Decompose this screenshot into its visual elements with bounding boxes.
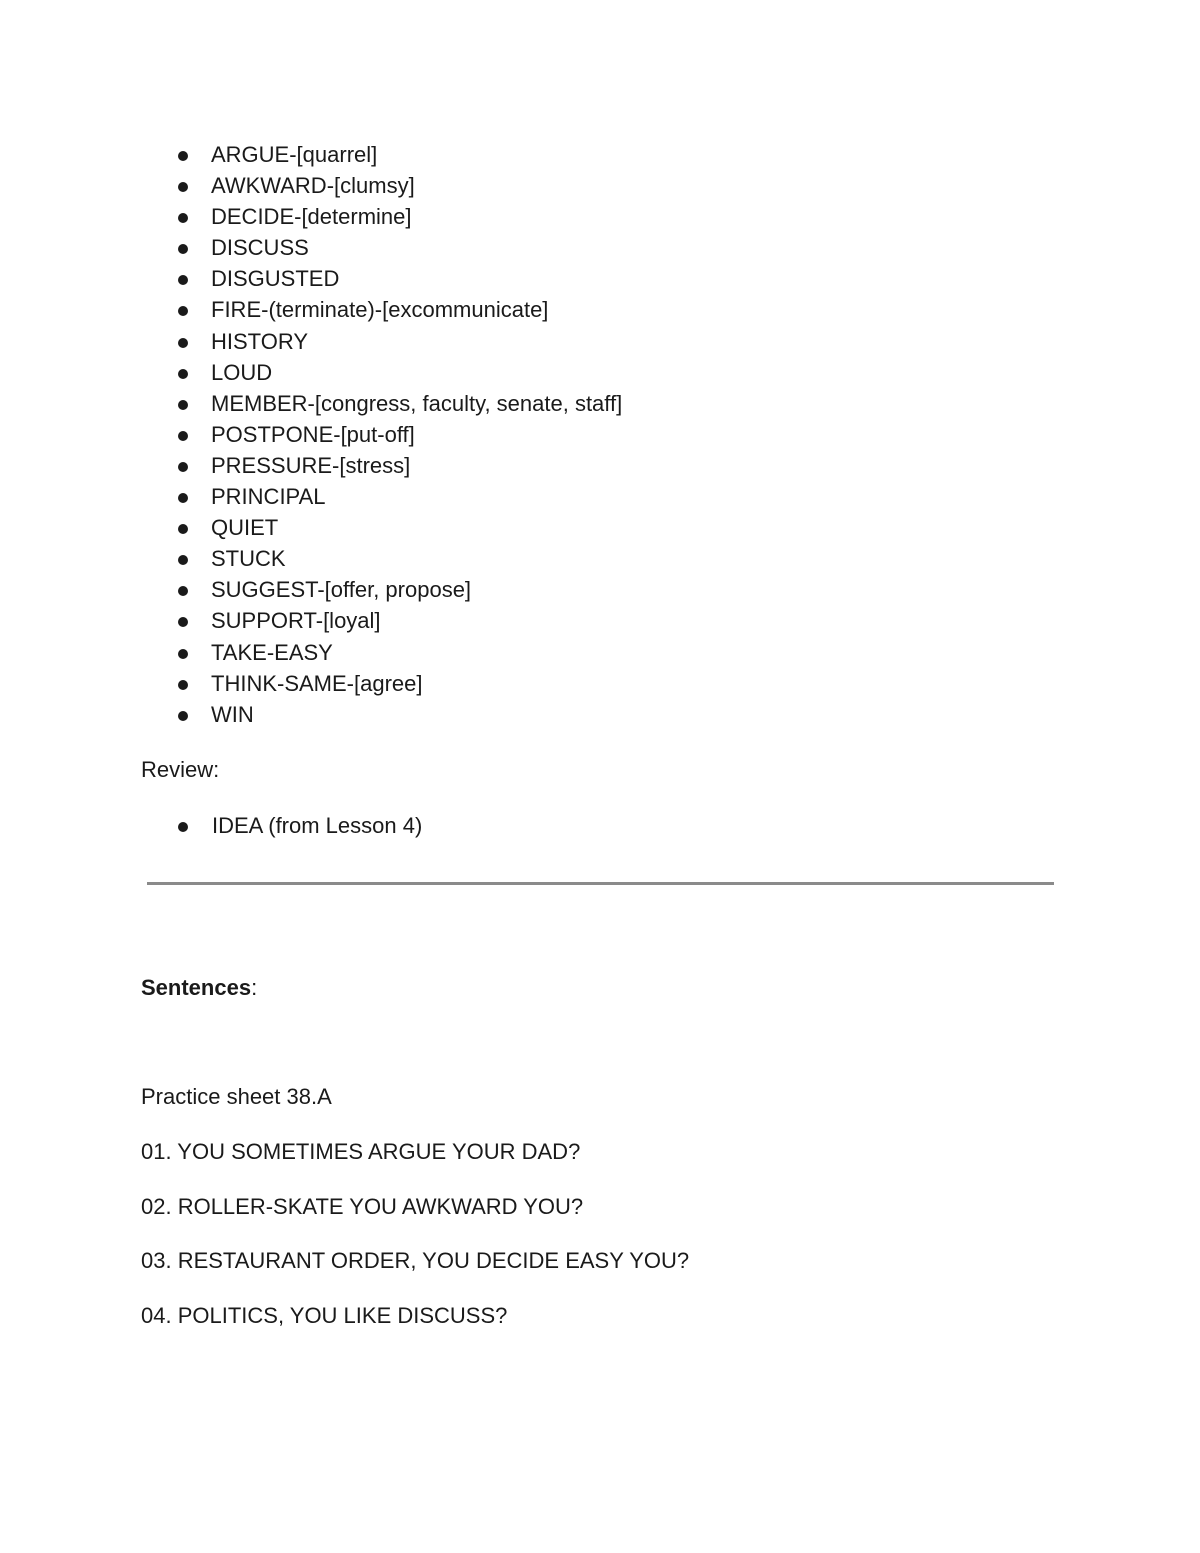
review-label: Review: xyxy=(141,757,220,782)
bullet-icon xyxy=(178,275,188,285)
vocab-term: DECIDE-[determine] xyxy=(211,204,412,230)
bullet-icon xyxy=(178,617,188,627)
vocab-term: AWKWARD-[clumsy] xyxy=(211,173,415,199)
bullet-icon xyxy=(178,586,188,596)
bullet-icon xyxy=(178,711,188,721)
vocab-term: MEMBER-[congress, faculty, senate, staff] xyxy=(211,390,623,416)
list-item xyxy=(0,170,622,201)
list-item xyxy=(0,637,622,668)
horizontal-divider xyxy=(147,882,1054,885)
vocab-term: STUCK xyxy=(211,546,286,572)
bullet-icon xyxy=(178,306,188,316)
bullet-icon xyxy=(178,431,188,441)
bullet-icon xyxy=(178,213,188,223)
vocab-term: PRINCIPAL xyxy=(211,484,326,510)
list-item xyxy=(0,232,622,263)
bullet-icon xyxy=(178,822,188,832)
list-item xyxy=(0,543,622,574)
list-item xyxy=(0,605,622,636)
sentence-line: 03. RESTAURANT ORDER, YOU DECIDE EASY YOU? xyxy=(141,1248,690,1273)
practice-sheet-title: Practice sheet 38.A xyxy=(141,1084,332,1109)
vocab-term: DISCUSS xyxy=(211,235,309,261)
bullet-icon xyxy=(178,400,188,410)
list-item xyxy=(0,326,622,357)
vocab-term: FIRE-(terminate)-[excommunicate] xyxy=(211,297,549,323)
sentences-heading-colon: : xyxy=(251,975,258,1000)
list-item xyxy=(0,388,622,419)
list-item xyxy=(0,574,622,605)
bullet-icon xyxy=(178,493,188,503)
bullet-icon xyxy=(178,338,188,348)
list-item xyxy=(0,294,622,325)
vocab-term: QUIET xyxy=(211,515,279,541)
bullet-icon xyxy=(178,555,188,565)
list-item xyxy=(0,699,622,730)
bullet-icon xyxy=(178,151,188,161)
list-item xyxy=(0,263,622,294)
list-item xyxy=(0,450,622,481)
vocab-term: TAKE-EASY xyxy=(211,639,333,665)
list-item xyxy=(0,357,622,388)
list-item xyxy=(0,419,622,450)
bullet-icon xyxy=(178,182,188,192)
bullet-icon xyxy=(178,524,188,534)
bullet-icon xyxy=(178,244,188,254)
bullet-icon xyxy=(178,680,188,690)
bullet-icon xyxy=(178,462,188,472)
sentence-line: 02. ROLLER-SKATE YOU AWKWARD YOU? xyxy=(141,1194,584,1219)
list-item xyxy=(0,139,622,170)
list-item xyxy=(0,810,422,841)
vocab-term: DISGUSTED xyxy=(211,266,340,292)
bullet-icon xyxy=(178,369,188,379)
list-item xyxy=(0,512,622,543)
list-item xyxy=(0,668,622,699)
sentences-heading xyxy=(141,974,257,1002)
vocab-term: SUPPORT-[loyal] xyxy=(211,608,381,634)
vocab-term: SUGGEST-[offer, propose] xyxy=(211,577,472,603)
bullet-icon xyxy=(178,649,188,659)
vocab-term: POSTPONE-[put-off] xyxy=(211,421,415,447)
vocab-term: THINK-SAME-[agree] xyxy=(211,670,423,696)
vocab-term: PRESSURE-[stress] xyxy=(211,452,411,478)
sentence-line: 04. POLITICS, YOU LIKE DISCUSS? xyxy=(141,1303,508,1328)
vocabulary-list xyxy=(0,139,622,730)
review-term: IDEA (from Lesson 4) xyxy=(212,813,423,838)
vocab-term: HISTORY xyxy=(211,328,308,354)
vocab-term: ARGUE-[quarrel] xyxy=(211,142,378,167)
sentences-heading-text: Sentences xyxy=(141,975,252,1000)
list-item xyxy=(0,201,622,232)
vocab-term: WIN xyxy=(211,701,254,727)
list-item xyxy=(0,481,622,512)
vocab-term: LOUD xyxy=(211,359,273,385)
sentence-line: 01. YOU SOMETIMES ARGUE YOUR DAD? xyxy=(141,1139,581,1164)
review-list xyxy=(0,810,422,841)
